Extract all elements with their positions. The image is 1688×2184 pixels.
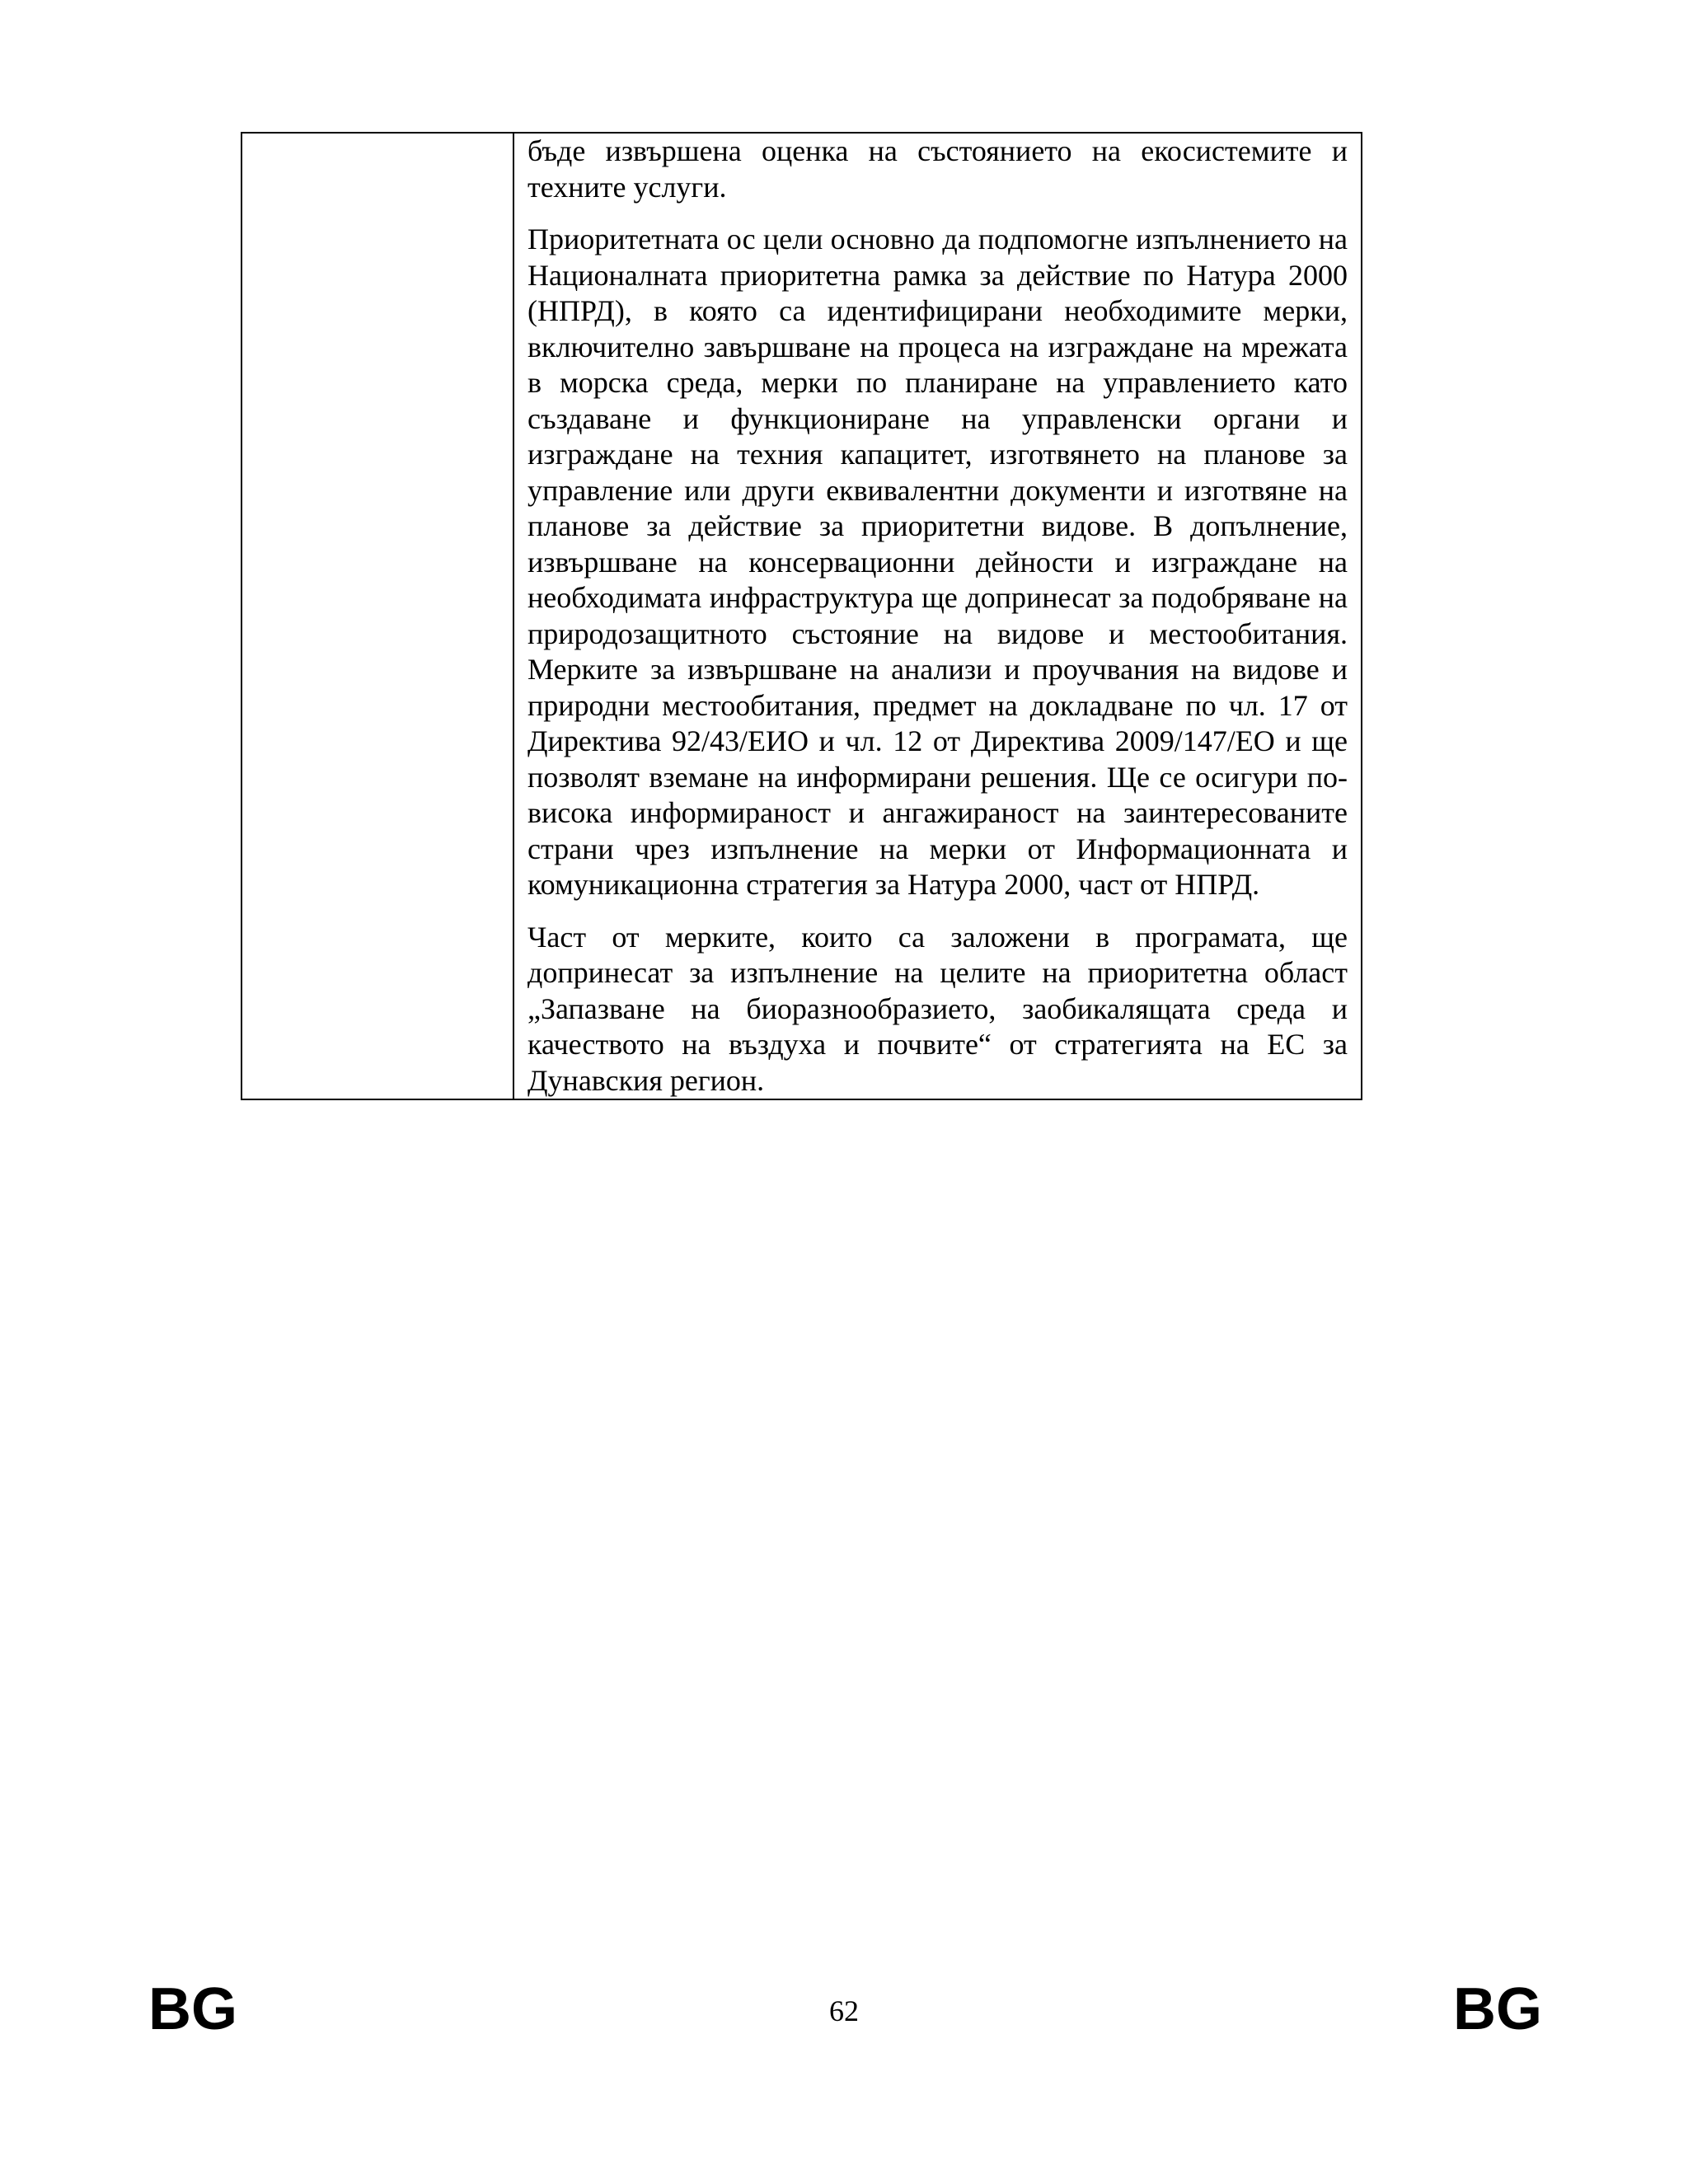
table-cell-left-empty bbox=[241, 133, 513, 1099]
paragraph-ecosystems: бъде извършена оценка на състоянието на екосистемите и техните услуги. bbox=[528, 134, 1348, 204]
footer-language-code-right: BG bbox=[1453, 1976, 1542, 2042]
paragraph-priority-axis: Приоритетната ос цели основно да подпомогне изпълнението на Националната приоритетна рамка за действие по Натура 2000 (НПРД), в която са идентифицирани необходимите мерки, включително завършване на процеса на изграждане на мрежата в морска среда, мерки по планиране на управлението като създаване и функциониране на управленски органи и изграждане на техния капацитет, изготвянето на планове за управление или други еквивалентни документи и изготвяне на планове за действие за приоритетни видове. В допълнение, извършване на консервационни дейности и изграждане на необходимата инфраструктура ще допринесат за подобряване на природозащитното състояние на видове и местообитания. Мерките за извършване на анализи и проучвания на видове и природни местообитания, предмет на докладване по чл. 17 от Директива 92/43/ЕИО и чл. 12 от Директива 2009/147/ЕО и ще позволят вземане на информирани решения. Ще се осигури по-висока информираност и ангажираност на заинтересованите страни чрез изпълнение на мерки от Информационната и комуникационна стратегия за Натура 2000, част от НПРД. bbox=[528, 223, 1348, 901]
table-row bbox=[241, 133, 1362, 1099]
paragraph-danube-strategy: Част от мерките, които са заложени в програмата, ще допринесат за изпълнение на целите на приоритетна област „Запазване на биоразнообразието, заобикалящата среда и качеството на въздуха и почвите“ от стратегията на ЕС за Дунавския регион. bbox=[528, 920, 1348, 1097]
content-table bbox=[241, 132, 1362, 1100]
table-cell-text bbox=[513, 133, 1362, 1099]
footer-language-code-left: BG bbox=[148, 1976, 237, 2042]
page-number: 62 bbox=[829, 1994, 859, 2027]
